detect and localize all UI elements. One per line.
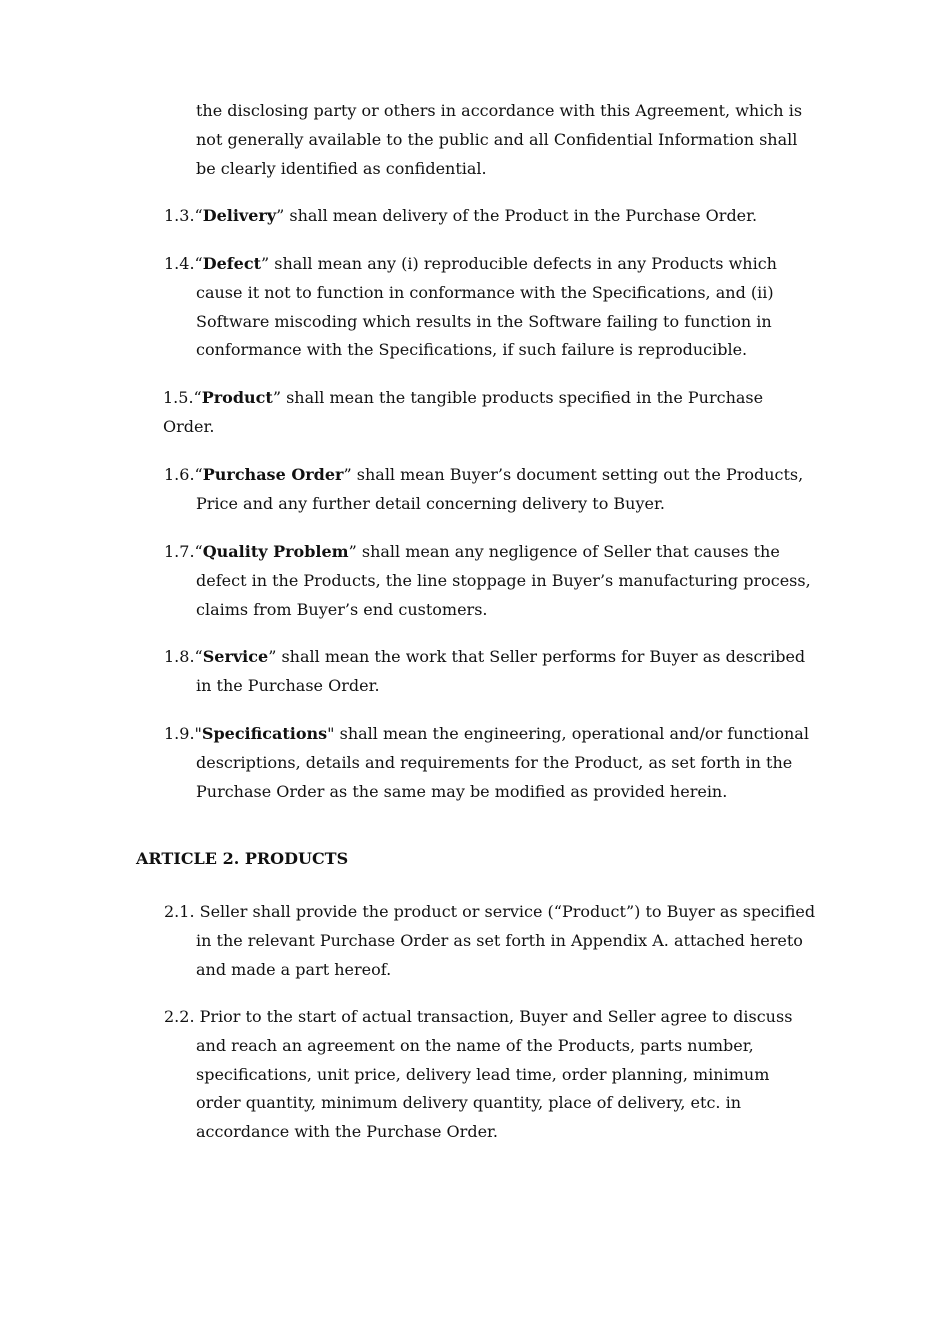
definition-text: shall mean any negligence of Seller that causes the defect in the Products, the line stoppage in Buyer’s manufacturing process, claims from Buyer’s end customers.: [196, 542, 811, 619]
clause-number: 2.1.: [164, 902, 195, 921]
definition-text: shall mean delivery of the Product in the Purchase Order.: [284, 206, 758, 225]
article-2-heading: ARTICLE 2. PRODUCTS: [136, 849, 349, 868]
definition-product: 1.5.“Product” shall mean the tangible products specified in the Purchase Order.: [163, 388, 764, 436]
clause-2-2: [164, 1003, 816, 1147]
clause-number: 1.6.: [164, 465, 195, 484]
definition-text: shall mean the tangible products specified in the Purchase Order.: [163, 388, 764, 436]
definition-defect: 1.4.“Defect” shall mean any (i) reproducible defects in any Products which cause it not to function in conformance with the Specifications, and (ii) Software miscoding which results in the Software failing to function in conformance with the Specifications, if such failure is reproducible.: [164, 254, 777, 360]
clause-number: 1.4.: [164, 254, 195, 273]
clause-number: 1.3.: [164, 206, 195, 225]
definition-service: 1.8.“Service” shall mean the work that Seller performs for Buyer as described in the Purchase Order.: [164, 647, 806, 695]
defined-term: Quality Problem: [202, 542, 349, 561]
clause-text: Prior to the start of actual transaction, Buyer and Seller agree to discuss and reach an agreement on the name of the Products, parts number, specifications, unit price, delivery lead time, order planning, minimum order quantity, minimum delivery quantity, place of delivery, etc. in accordance with the Purchase Order.: [194, 1007, 793, 1142]
clause-text: Seller shall provide the product or service (“Product”) to Buyer as specified in the relevant Purchase Order as set forth in Appendix A. attached hereto and made a part hereof.: [194, 902, 816, 979]
clause-2-1: [164, 898, 816, 984]
defined-term: Purchase Order: [202, 465, 344, 484]
definition-purchase-order: 1.6.“Purchase Order” shall mean Buyer’s document setting out the Products, Price and any further detail concerning delivery to Buyer.: [164, 465, 804, 513]
definition-quality-problem: 1.7.“Quality Problem” shall mean any negligence of Seller that causes the defect in the Products, the line stoppage in Buyer’s manufacturing process, claims from Buyer’s end customers.: [164, 542, 811, 619]
clause-number: 2.2.: [164, 1007, 195, 1026]
defined-term: Defect: [202, 254, 261, 273]
defined-term: Product: [201, 388, 273, 407]
clause-number: 1.7.: [164, 542, 195, 561]
definition-specifications: 1.9."Specifications" shall mean the engineering, operational and/or functional descriptions, details and requirements for the Product, as set forth in the Purchase Order as the same may be modified as provided herein.: [164, 724, 809, 801]
clause-number: 1.9.: [164, 724, 195, 743]
definition-delivery: 1.3.“Delivery” shall mean delivery of the Product in the Purchase Order.: [164, 206, 758, 225]
definition-text: shall mean any (i) reproducible defects in any Products which cause it not to function in conformance with the Specifications, and (ii) Software miscoding which results in the Software failing to function in conformance with the Specifications, if such failure is reproducible.: [196, 254, 777, 360]
definition-text: shall mean Buyer’s document setting out the Products, Price and any further detail concerning delivery to Buyer.: [196, 465, 804, 513]
definition-text: shall mean the engineering, operational and/or functional descriptions, details and requirements for the Product, as set forth in the Purchase Order as the same may be modified as provided herein.: [196, 724, 809, 801]
clause-number: 1.5.: [163, 388, 194, 407]
defined-term: Service: [202, 647, 269, 666]
defined-term: Delivery: [202, 206, 277, 225]
defined-term: Specifications: [201, 724, 328, 743]
definition-text: shall mean the work that Seller performs for Buyer as described in the Purchase Order.: [196, 647, 806, 695]
confidential-info-continuation: the disclosing party or others in accordance with this Agreement, which is not generally available to the public and all Confidential Information shall be clearly identified as confidential.: [196, 101, 803, 178]
clause-number: 1.8.: [164, 647, 195, 666]
